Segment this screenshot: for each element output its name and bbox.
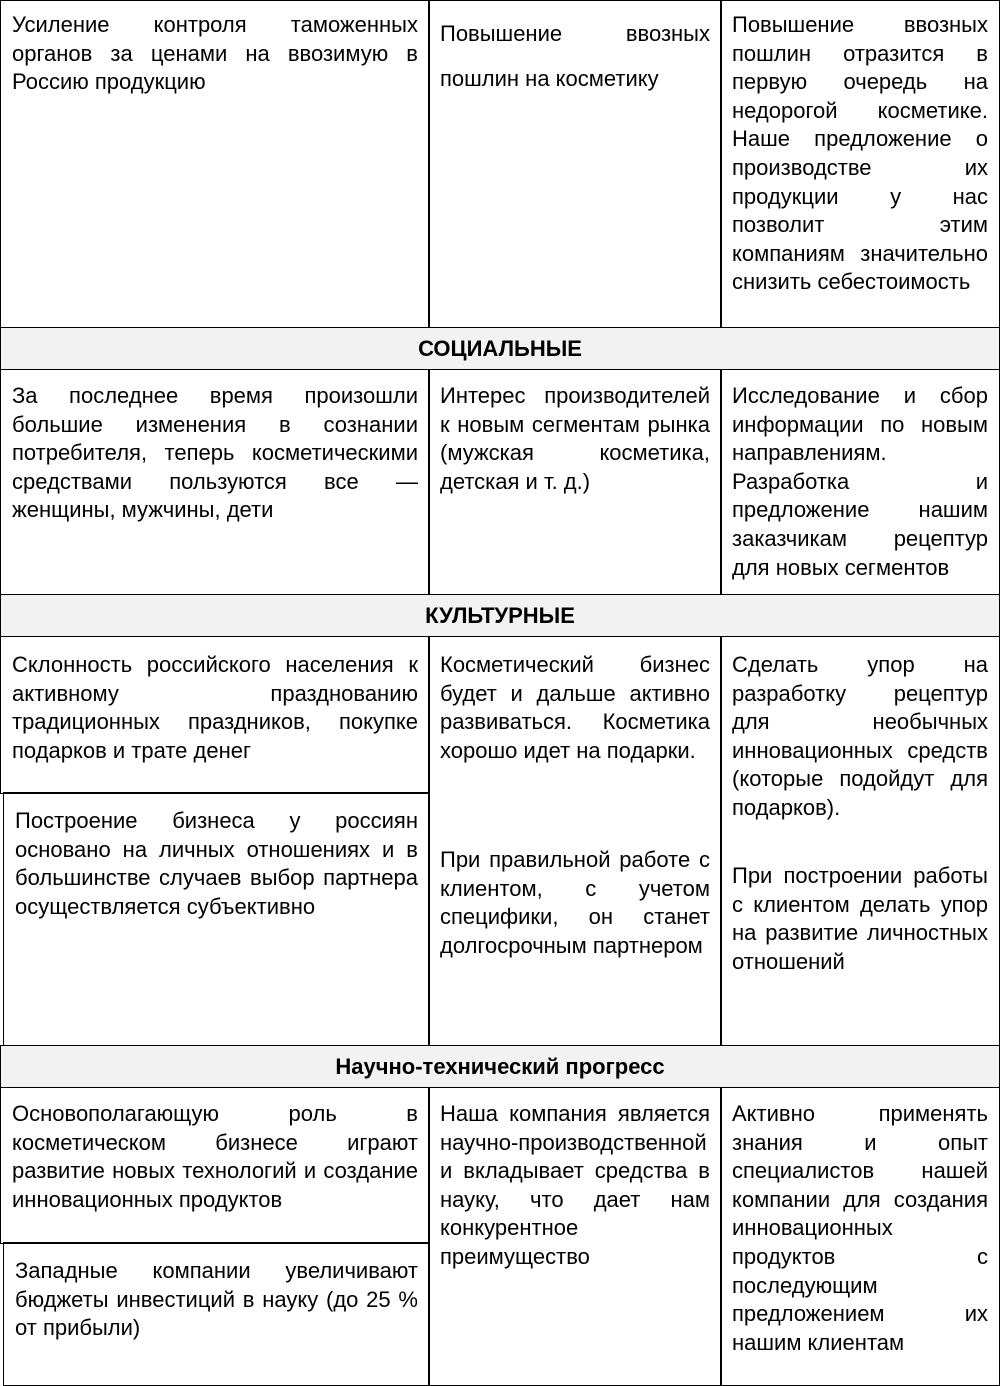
cell-text: За последнее время произошли большие изменения в сознании потребителя, теперь косметическими средствами пользуются все — женщины, мужчины, дети bbox=[12, 383, 418, 523]
table-cell bbox=[3, 1242, 430, 1386]
cell-text: Усиление контроля таможенных органов за ценами на ввозимую в Россию продукцию bbox=[12, 12, 418, 95]
table-cell bbox=[428, 0, 722, 328]
cell-text: Построение бизнеса у россиян основано на личных отношениях и в большинстве случаев выбор партнера осуществляется субъективно bbox=[15, 808, 418, 919]
table-cell bbox=[428, 636, 722, 1046]
cell-text: Повышение ввозных пошлин отразится в первую очередь на недорогой косметике. Наше предложение о производстве их продукции у нас позволит этим компаниям значительно снизить себестоимость bbox=[732, 12, 988, 295]
cell-text: Исследование и сбор информации по новым направлениям. Разработка и предложение нашим заказчикам рецептур для новых сегментов bbox=[732, 383, 988, 580]
cell-text: Интерес производителей к новым сегментам рынка (мужская косметика, детская и т. д.) bbox=[440, 383, 710, 494]
cell-text: Основополагающую роль в косметическом бизнесе играют развитие новых технологий и создание инновационных продуктов bbox=[12, 1101, 418, 1212]
table-cell bbox=[428, 1087, 722, 1386]
table-cell bbox=[0, 1087, 430, 1244]
table-cell bbox=[720, 636, 1000, 1046]
cell-text: Активно применять знания и опыт специалистов нашей компании для создания инновационных продуктов с последующим предложением их нашим клиентам bbox=[732, 1101, 988, 1355]
table-cell bbox=[0, 0, 430, 328]
cell-text: Сделать упор на разработку рецептур для необычных инновационных средств (которые подойдут для подарков). bbox=[732, 652, 988, 820]
cell-text: Склонность российского населения к активному празднованию традиционных праздников, покупке подарков и трате денег bbox=[12, 652, 418, 763]
table-cell bbox=[428, 369, 722, 595]
cell-text: При правильной работе с клиентом, с учетом специфики, он станет долгосрочным партнером bbox=[440, 847, 710, 958]
cell-text: При построении работы с клиентом делать упор на развитие личностных отношений bbox=[732, 863, 988, 974]
section-header-scitech bbox=[0, 1045, 1000, 1088]
section-header-social bbox=[0, 327, 1000, 370]
cell-text: Наша компания является научно-производственной и вкладывает средства в науку, что дает нам конкурентное преимущество bbox=[440, 1101, 710, 1269]
cell-text: Косметический бизнес будет и дальше активно развиваться. Косметика хорошо идет на подарки. bbox=[440, 652, 710, 763]
section-header-label: СОЦИАЛЬНЫЕ bbox=[418, 335, 582, 361]
table-cell bbox=[720, 1087, 1000, 1386]
table-cell bbox=[0, 636, 430, 794]
table-cell bbox=[0, 369, 430, 595]
section-header-label: Научно-технический прогресс bbox=[335, 1053, 665, 1079]
table-cell bbox=[720, 0, 1000, 328]
section-header-cultural bbox=[0, 594, 1000, 637]
table-cell bbox=[720, 369, 1000, 595]
table-cell bbox=[3, 792, 430, 1046]
cell-text: Повышение ввозных пошлин на косметику bbox=[440, 21, 710, 91]
section-header-label: КУЛЬТУРНЫЕ bbox=[425, 602, 575, 628]
cell-text: Западные компании увеличивают бюджеты инвестиций в науку (до 25 % от прибыли) bbox=[15, 1258, 418, 1341]
